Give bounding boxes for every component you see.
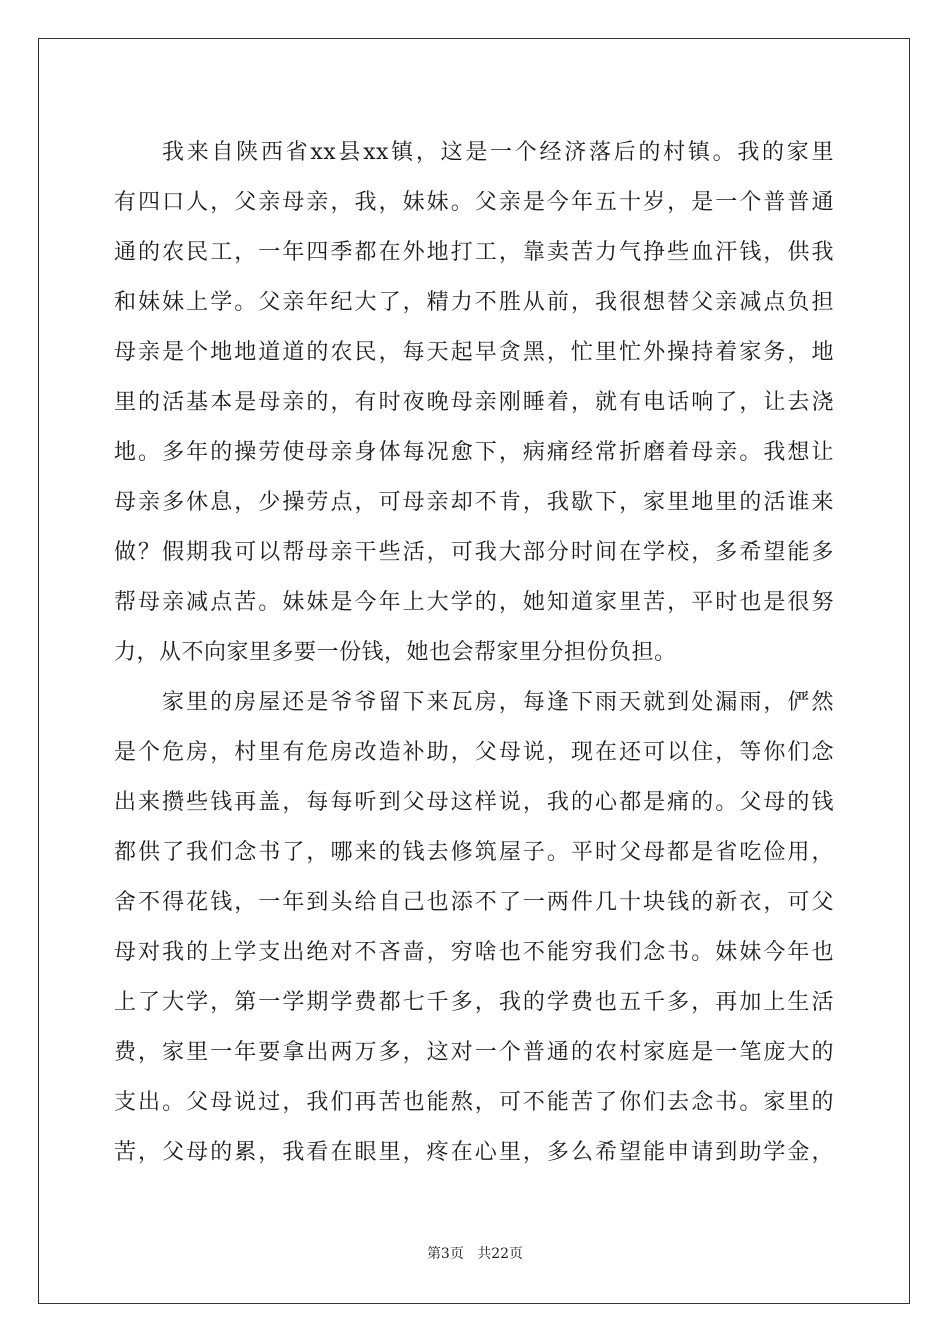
paragraph-2-line-1: 家里的房屋还是爷爷留下来瓦房，每逢下雨天就到处漏雨，俨然 bbox=[162, 690, 834, 715]
page-footer bbox=[0, 1244, 950, 1264]
paragraph-1-line-4: 和妹妹上学。父亲年纪大了，精力不胜从前，我很想替父亲减点负担 bbox=[114, 290, 834, 315]
paragraph-2-line-10: 苦，父母的累，我看在眼里，疼在心里，多么希望能申请到助学金， bbox=[114, 1140, 834, 1165]
paragraph-2-line-3: 出来攒些钱再盖，每每听到父母这样说，我的心都是痛的。父母的钱 bbox=[114, 790, 834, 815]
paragraph-2-line-5: 舍不得花钱，一年到头给自己也添不了一两件几十块钱的新衣，可父 bbox=[114, 890, 834, 915]
page-total: 共22页 bbox=[477, 1246, 524, 1262]
paragraph-2-line-9: 支出。父母说过，我们再苦也能熬，可不能苦了你们去念书。家里的 bbox=[114, 1090, 834, 1115]
paragraph-2-line-7: 上了大学，第一学期学费都七千多，我的学费也五千多，再加上生活 bbox=[114, 990, 834, 1015]
paragraph-2-line-2: 是个危房，村里有危房改造补助，父母说，现在还可以住，等你们念 bbox=[114, 740, 834, 765]
paragraph-2-line-8: 费，家里一年要拿出两万多，这对一个普通的农村家庭是一笔庞大的 bbox=[114, 1040, 834, 1065]
paragraph-1-line-11: 力，从不向家里多要一份钱，她也会帮家里分担份负担。 bbox=[114, 640, 677, 665]
paragraph-2-line-6: 母对我的上学支出绝对不吝啬，穷啥也不能穷我们念书。妹妹今年也 bbox=[114, 940, 834, 965]
page-number: 第3页 bbox=[426, 1246, 464, 1262]
paragraph-1-line-5: 母亲是个地地道道的农民，每天起早贪黑，忙里忙外操持着家务，地 bbox=[114, 340, 834, 365]
paragraph-1-line-10: 帮母亲减点苦。妹妹是今年上大学的，她知道家里苦，平时也是很努 bbox=[114, 590, 834, 615]
paragraph-2-line-4: 都供了我们念书了，哪来的钱去修筑屋子。平时父母都是省吃俭用， bbox=[114, 840, 834, 865]
paragraph-1-line-2: 有四口人，父亲母亲，我，妹妹。父亲是今年五十岁，是一个普普通 bbox=[114, 190, 834, 215]
document-body bbox=[114, 128, 834, 1178]
paragraph-1-line-9: 做？假期我可以帮母亲干些活，可我大部分时间在学校，多希望能多 bbox=[114, 540, 834, 565]
paragraph-1-line-1: 我来自陕西省xx县xx镇，这是一个经济落后的村镇。我的家里 bbox=[162, 140, 834, 165]
paragraph-1-line-3: 通的农民工，一年四季都在外地打工，靠卖苦力气挣些血汗钱，供我 bbox=[114, 240, 834, 265]
paragraph-1-line-7: 地。多年的操劳使母亲身体每况愈下，病痛经常折磨着母亲。我想让 bbox=[114, 440, 834, 465]
paragraph-1-line-6: 里的活基本是母亲的，有时夜晚母亲刚睡着，就有电话响了，让去浇 bbox=[114, 390, 834, 415]
paragraph-1-line-8: 母亲多休息，少操劳点，可母亲却不肯，我歇下，家里地里的活谁来 bbox=[114, 490, 834, 515]
